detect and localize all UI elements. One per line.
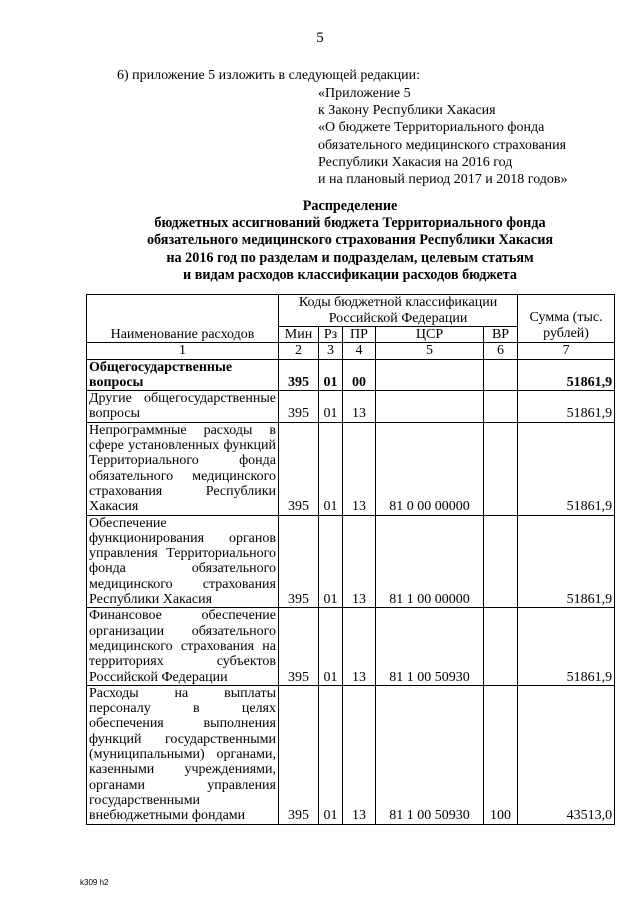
title-line: на 2016 год по разделам и подразделам, целевым статьям xyxy=(166,249,534,266)
title-line: обязательного медицинского страхования Республики Хакасия xyxy=(146,232,554,249)
header-codes: Коды бюджетной классификации Российской Федерации xyxy=(279,295,518,327)
row-rz: 01 xyxy=(319,685,343,824)
row-vr xyxy=(484,608,518,685)
row-sum: 51861,9 xyxy=(518,391,615,423)
table-row xyxy=(87,391,615,423)
row-vr xyxy=(484,515,518,608)
table-row xyxy=(87,422,615,515)
row-sum: 51861,9 xyxy=(518,422,615,515)
column-number: 4 xyxy=(343,343,376,359)
row-csr: 81 1 00 50930 xyxy=(376,685,484,824)
column-number: 6 xyxy=(484,343,518,359)
page-number: 5 xyxy=(316,30,324,46)
row-pr: 13 xyxy=(343,515,376,608)
appendix-reference xyxy=(318,85,568,188)
intro-text: 6) приложение 5 изложить в следующей редакции: xyxy=(117,68,420,83)
appendix-line: «Приложение 5 xyxy=(318,86,411,101)
row-pr: 13 xyxy=(343,422,376,515)
row-csr: 81 1 00 50930 xyxy=(376,608,484,685)
column-number-row xyxy=(87,343,615,359)
appendix-line: к Закону Республики Хакасия xyxy=(318,103,496,119)
row-pr: 13 xyxy=(343,608,376,685)
row-min: 395 xyxy=(279,391,319,423)
header-col-pr: ПР xyxy=(343,327,376,343)
row-rz: 01 xyxy=(319,359,343,391)
row-rz: 01 xyxy=(319,515,343,608)
row-csr xyxy=(376,359,484,391)
header-sum: Сумма (тыс. рублей) xyxy=(518,295,615,343)
row-min: 395 xyxy=(279,359,319,391)
row-sum: 43513,0 xyxy=(518,685,615,824)
column-number: 1 xyxy=(87,343,279,359)
row-name: Общегосударственные вопросы xyxy=(87,359,279,391)
row-name: Финансовое обеспечение организации обязательного медицинского страхования на территориях субъектов Российской Федерации xyxy=(87,608,279,685)
row-name: Обеспечение функционирования органов управления Территориального фонда обязательного медицинского страхования Республики Хакасия xyxy=(87,515,279,608)
appendix-line: «О бюджете Территориального фонда xyxy=(318,120,545,136)
row-sum: 51861,9 xyxy=(518,608,615,685)
row-sum: 51861,9 xyxy=(518,359,615,391)
row-min: 395 xyxy=(279,422,319,515)
appendix-line: обязательного медицинского страхования xyxy=(318,137,567,153)
title-line: Распределение xyxy=(302,198,398,214)
row-name: Расходы на выплаты персоналу в целях обеспечения выполнения функций государственными (муниципальными) органами, казенными учреждениями, органами управления государственными внебюджетными фондами xyxy=(87,685,279,824)
row-vr xyxy=(484,359,518,391)
table-row xyxy=(87,685,615,824)
row-min: 395 xyxy=(279,515,319,608)
row-csr: 81 0 00 00000 xyxy=(376,422,484,515)
appendix-line: и на плановый период 2017 и 2018 годов» xyxy=(318,172,568,188)
budget-table xyxy=(86,294,615,825)
header-col-rz: Рз xyxy=(319,327,343,343)
row-pr: 13 xyxy=(343,685,376,824)
header-row xyxy=(87,295,615,327)
row-name: Другие общегосударственные вопросы xyxy=(87,391,279,423)
row-csr: 81 1 00 00000 xyxy=(376,515,484,608)
row-rz: 01 xyxy=(319,608,343,685)
row-min: 395 xyxy=(279,608,319,685)
header-name: Наименование расходов xyxy=(87,295,279,343)
appendix-line: Республики Хакасия на 2016 год xyxy=(318,154,513,170)
row-vr xyxy=(484,422,518,515)
header-col-vr: ВР xyxy=(484,327,518,343)
row-rz: 01 xyxy=(319,391,343,423)
row-csr xyxy=(376,391,484,423)
row-sum: 51861,9 xyxy=(518,515,615,608)
header-col-csr: ЦСР xyxy=(376,327,484,343)
document-title xyxy=(60,198,640,284)
column-number: 2 xyxy=(279,343,319,359)
row-name: Непрограммные расходы в сфере установленных функций Территориального фонда обязательного медицинского страхования Республики Хакасия xyxy=(87,422,279,515)
column-number: 3 xyxy=(319,343,343,359)
column-number: 7 xyxy=(518,343,615,359)
row-vr xyxy=(484,391,518,423)
row-pr: 13 xyxy=(343,391,376,423)
footer-code: k309 h2 xyxy=(80,878,109,887)
table-row xyxy=(87,359,615,391)
table-row xyxy=(87,515,615,608)
row-min: 395 xyxy=(279,685,319,824)
column-number: 5 xyxy=(376,343,484,359)
row-pr: 00 xyxy=(343,359,376,391)
title-line: и видам расходов классификации расходов бюджета xyxy=(183,266,517,283)
header-col-min: Мин xyxy=(279,327,319,343)
table-row xyxy=(87,608,615,685)
row-vr: 100 xyxy=(484,685,518,824)
title-line: бюджетных ассигнований бюджета Территориального фонда xyxy=(154,215,546,232)
row-rz: 01 xyxy=(319,422,343,515)
